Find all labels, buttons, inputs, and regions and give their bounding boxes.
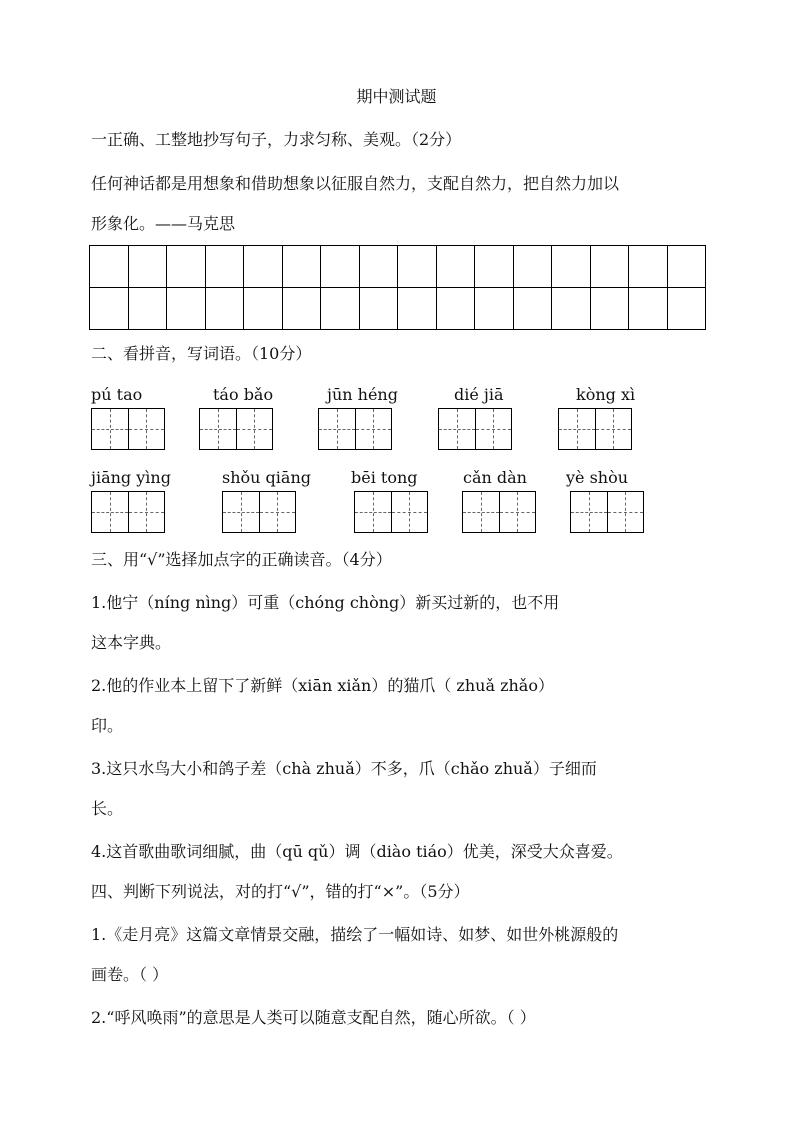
section4-heading: 四、判断下列说法，对的打“√”，错的打“×”。（5分） — [91, 882, 470, 901]
section3-q1-line2: 这本字典。 — [91, 633, 172, 652]
grid-cell[interactable] — [436, 288, 475, 330]
grid-cell[interactable] — [667, 246, 706, 288]
section3-q2-line2: 印。 — [91, 716, 124, 735]
grid-cell[interactable] — [244, 288, 283, 330]
grid-cell[interactable] — [167, 246, 206, 288]
grid-row — [90, 246, 706, 288]
grid-cell[interactable] — [513, 288, 552, 330]
grid-cell[interactable] — [205, 288, 244, 330]
pinyin-answer-box[interactable] — [438, 408, 512, 450]
section1-text-line2: 形象化。——马克思 — [91, 214, 236, 233]
pinyin-label: táo bǎo — [213, 385, 274, 404]
section4-q1-line1: 1.《走月亮》这篇文章情景交融，描绘了一幅如诗、如梦、如世外桃源般的 — [91, 925, 619, 944]
grid-cell[interactable] — [90, 288, 129, 330]
section1-text-line1: 任何神话都是用想象和借助想象以征服自然力，支配自然力，把自然力加以 — [91, 174, 620, 193]
pinyin-answer-box[interactable] — [558, 408, 632, 450]
grid-cell[interactable] — [128, 246, 167, 288]
pinyin-label: yè shòu — [566, 468, 629, 487]
section3-heading: 三、用“√”选择加点字的正确读音。（4分） — [91, 550, 392, 569]
grid-cell[interactable] — [321, 288, 360, 330]
pinyin-label: jūn héng — [327, 385, 398, 404]
grid-cell[interactable] — [436, 246, 475, 288]
pinyin-label: dié jiā — [454, 385, 504, 404]
section4-q1-line2: 画卷。（ ） — [91, 965, 169, 984]
grid-cell[interactable] — [629, 246, 668, 288]
section1-heading: 一正确、工整地抄写句子，力求匀称、美观。（2分） — [91, 130, 462, 149]
grid-cell[interactable] — [359, 246, 398, 288]
grid-cell[interactable] — [590, 246, 629, 288]
grid-cell[interactable] — [552, 246, 591, 288]
pinyin-label: kòng xì — [576, 385, 636, 404]
pinyin-answer-box[interactable] — [462, 491, 536, 533]
grid-cell[interactable] — [667, 288, 706, 330]
pinyin-label: bēi tong — [351, 468, 418, 487]
grid-cell[interactable] — [90, 246, 129, 288]
grid-cell[interactable] — [321, 246, 360, 288]
grid-cell[interactable] — [398, 246, 437, 288]
pinyin-answer-box[interactable] — [570, 491, 644, 533]
grid-cell[interactable] — [590, 288, 629, 330]
page-title: 期中测试题 — [356, 87, 437, 106]
grid-cell[interactable] — [398, 288, 437, 330]
grid-cell[interactable] — [282, 246, 321, 288]
section2-heading: 二、看拼音，写词语。（10分） — [91, 344, 312, 363]
section3-q3-line1: 3.这只水鸟大小和鸽子差（chà zhuǎ）不多，爪（chǎo zhuǎ）子细而 — [91, 759, 597, 778]
grid-cell[interactable] — [475, 288, 514, 330]
pinyin-label: shǒu qiāng — [222, 468, 311, 487]
section3-q3-line2: 长。 — [91, 799, 124, 818]
pinyin-label: jiāng yìng — [91, 468, 171, 487]
grid-cell[interactable] — [282, 288, 321, 330]
grid-cell[interactable] — [205, 246, 244, 288]
pinyin-answer-box[interactable] — [222, 491, 296, 533]
grid-cell[interactable] — [244, 246, 283, 288]
grid-row — [90, 288, 706, 330]
pinyin-label: pú tao — [91, 385, 143, 404]
section3-q2-line1: 2.他的作业本上留下了新鲜（xiān xiǎn）的猫爪（ zhuǎ zhǎo） — [91, 676, 554, 695]
pinyin-answer-box[interactable] — [91, 408, 165, 450]
pinyin-answer-box[interactable] — [91, 491, 165, 533]
grid-cell[interactable] — [629, 288, 668, 330]
grid-cell[interactable] — [513, 246, 552, 288]
pinyin-label: cǎn dàn — [463, 468, 527, 487]
section3-q4-line1: 4.这首歌曲歌词细腻，曲（qū qǔ）调（diào tiáo）优美，深受大众喜爱。 — [91, 842, 623, 861]
pinyin-answer-box[interactable] — [199, 408, 273, 450]
pinyin-answer-box[interactable] — [354, 491, 428, 533]
pinyin-answer-box[interactable] — [318, 408, 392, 450]
grid-cell[interactable] — [128, 288, 167, 330]
section3-q1-line1: 1.他宁（níng nìng）可重（chóng chòng）新买过新的，也不用 — [91, 593, 560, 612]
copy-writing-grid[interactable] — [89, 245, 706, 330]
section4-q2-line1: 2.“呼风唤雨”的意思是人类可以随意支配自然，随心所欲。（ ） — [91, 1008, 536, 1027]
grid-cell[interactable] — [475, 246, 514, 288]
grid-cell[interactable] — [167, 288, 206, 330]
grid-cell[interactable] — [359, 288, 398, 330]
grid-cell[interactable] — [552, 288, 591, 330]
